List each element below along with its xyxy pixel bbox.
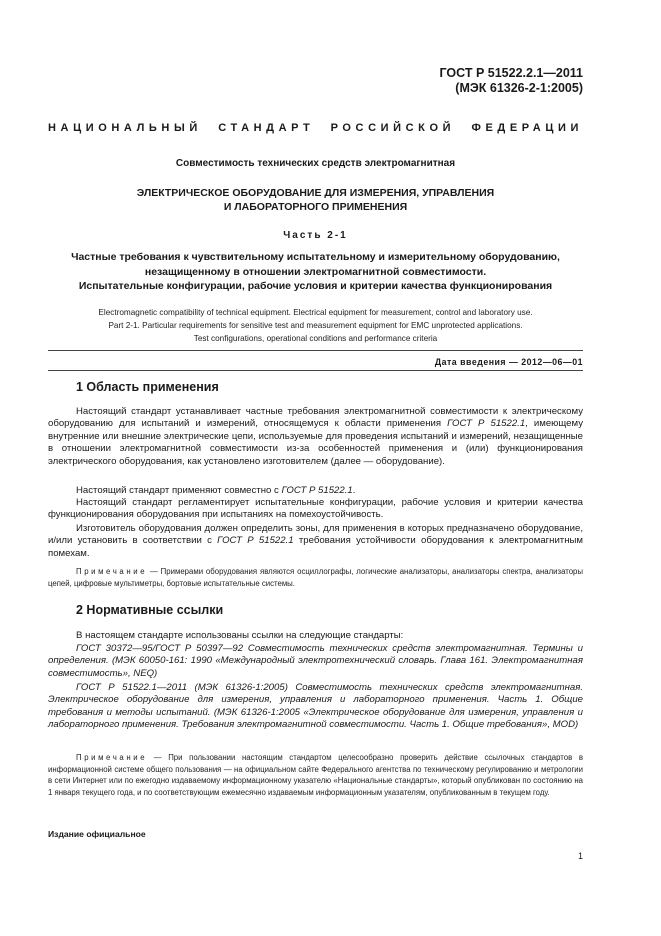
requirements-line3: Испытательные конфигурации, рабочие условия и критерии качества функционирования	[78, 280, 553, 292]
banner-word: ФЕДЕРАЦИИ	[471, 122, 583, 134]
section-2-heading: 2 Нормативные ссылки	[76, 603, 224, 617]
divider	[48, 370, 583, 371]
section-1-note: Примечание — Примерами оборудования являются осциллографы, логические анализаторы, анализаторы спектра, анализаторы цепей, цифровые мультиметры, бортовые испытательные системы.	[48, 567, 583, 588]
banner-word: СТАНДАРТ	[218, 122, 315, 134]
national-standard-banner	[48, 122, 583, 134]
english-title-line3: Test configurations, operational conditions and performance criteria	[193, 334, 438, 343]
main-title	[48, 186, 583, 214]
section-1-heading: 1 Область применения	[76, 380, 219, 394]
section-1-paragraph: Изготовитель оборудования должен определить зоны, для применения в которых предназначено оборудование, и/или установить в соответствии с ГОСТ Р 51522.1 требования устойчивости оборудования к электромагнитным помехам.	[48, 523, 583, 559]
english-title-line2: Part 2-1. Particular requirements for sensitive test and measurement equipment for EMC unprotected applications.	[108, 321, 523, 330]
part-label: Часть 2-1	[283, 230, 348, 241]
banner-word: РОССИЙСКОЙ	[330, 122, 456, 134]
section-2-intro: В настоящем стандарте использованы ссылки на следующие стандарты:	[76, 630, 404, 641]
introduction-date: Дата введения — 2012—06—01	[434, 357, 583, 367]
section-1-paragraph: Настоящий стандарт применяют совместно с ГОСТ Р 51522.1.	[76, 485, 356, 496]
main-title-line1: ЭЛЕКТРИЧЕСКОЕ ОБОРУДОВАНИЕ ДЛЯ ИЗМЕРЕНИЯ, УПРАВЛЕНИЯ	[136, 187, 495, 199]
section-1-paragraph: Настоящий стандарт регламентирует испытательные конфигурации, рабочие условия и критерии качества функционирования оборудования при испытаниях на помехоустойчивость.	[48, 497, 583, 521]
divider	[48, 350, 583, 351]
requirements-line1: Частные требования к чувствительному испытательному и измерительному оборудованию,	[71, 251, 560, 263]
standard-code-line1: ГОСТ Р 51522.2.1—2011	[439, 66, 583, 80]
page-number: 1	[577, 851, 583, 861]
english-title-line1: Electromagnetic compatibility of technical equipment. Electrical equipment for measurement, control and laboratory use.	[98, 308, 533, 317]
reference-item: ГОСТ Р 51522.1—2011 (МЭК 61326-1:2005) Совместимость технических средств электромагнитная. Электрическое оборудование для измерения, управления и лабораторного применения. Часть 1. Общие требования и методы испытаний. (МЭК 61326-1:2005 «Электрическое оборудование для измерения, управления и лабораторного применения. Требования электромагнитной совместимости. Часть 1. Общие требования», MOD)	[48, 682, 583, 731]
standard-code-line2: (МЭК 61326-2-1:2005)	[455, 81, 583, 95]
reference-item: ГОСТ 30372—95/ГОСТ Р 50397—92 Совместимость технических средств электромагнитная. Термины и определения. (МЭК 60050-161: 1990 «Международный электротехнический словарь. Глава 161. Электромагнитная совместимость», NEQ)	[48, 643, 583, 679]
standard-code	[439, 66, 583, 96]
banner-word: НАЦИОНАЛЬНЫЙ	[48, 122, 202, 134]
section-2-note: Примечание — При пользовании настоящим стандартом целесообразно проверить действие ссылочных стандартов в информационной системе общего пользования — на официальном сайте Федерального агентства по техническому регулированию и метрологии в сети Интернет или по ежегодно издаваемому информационному указателю «Национальные стандарты», который опубликован по состоянию на 1 января текущего года, и по соответствующим ежемесячно издаваемым информационным указателям, опубликованным в текущем году.	[48, 753, 583, 797]
requirements-title	[48, 250, 583, 294]
official-edition-label: Издание официальное	[48, 829, 146, 839]
english-title	[48, 306, 583, 345]
main-title-line2: И ЛАБОРАТОРНОГО ПРИМЕНЕНИЯ	[223, 201, 408, 213]
section-1-paragraph: Настоящий стандарт устанавливает частные требования электромагнитной совместимости к электрическому оборудованию для испытаний и измерений, относящемуся к области применения ГОСТ Р 51522.1, имеющему внутренние или внешние электрические цепи, используемые для проведения испытаний и измерений, незащищенные в отношении электромагнитной совместимости из-за особенностей применения и (или) функционирования электрического оборудования, как установлено изготовителем (далее — оборудование).	[48, 406, 583, 467]
subtitle: Совместимость технических средств электромагнитная	[175, 158, 456, 169]
requirements-line2: незащищенному в отношении электромагнитной совместимости.	[144, 265, 487, 278]
